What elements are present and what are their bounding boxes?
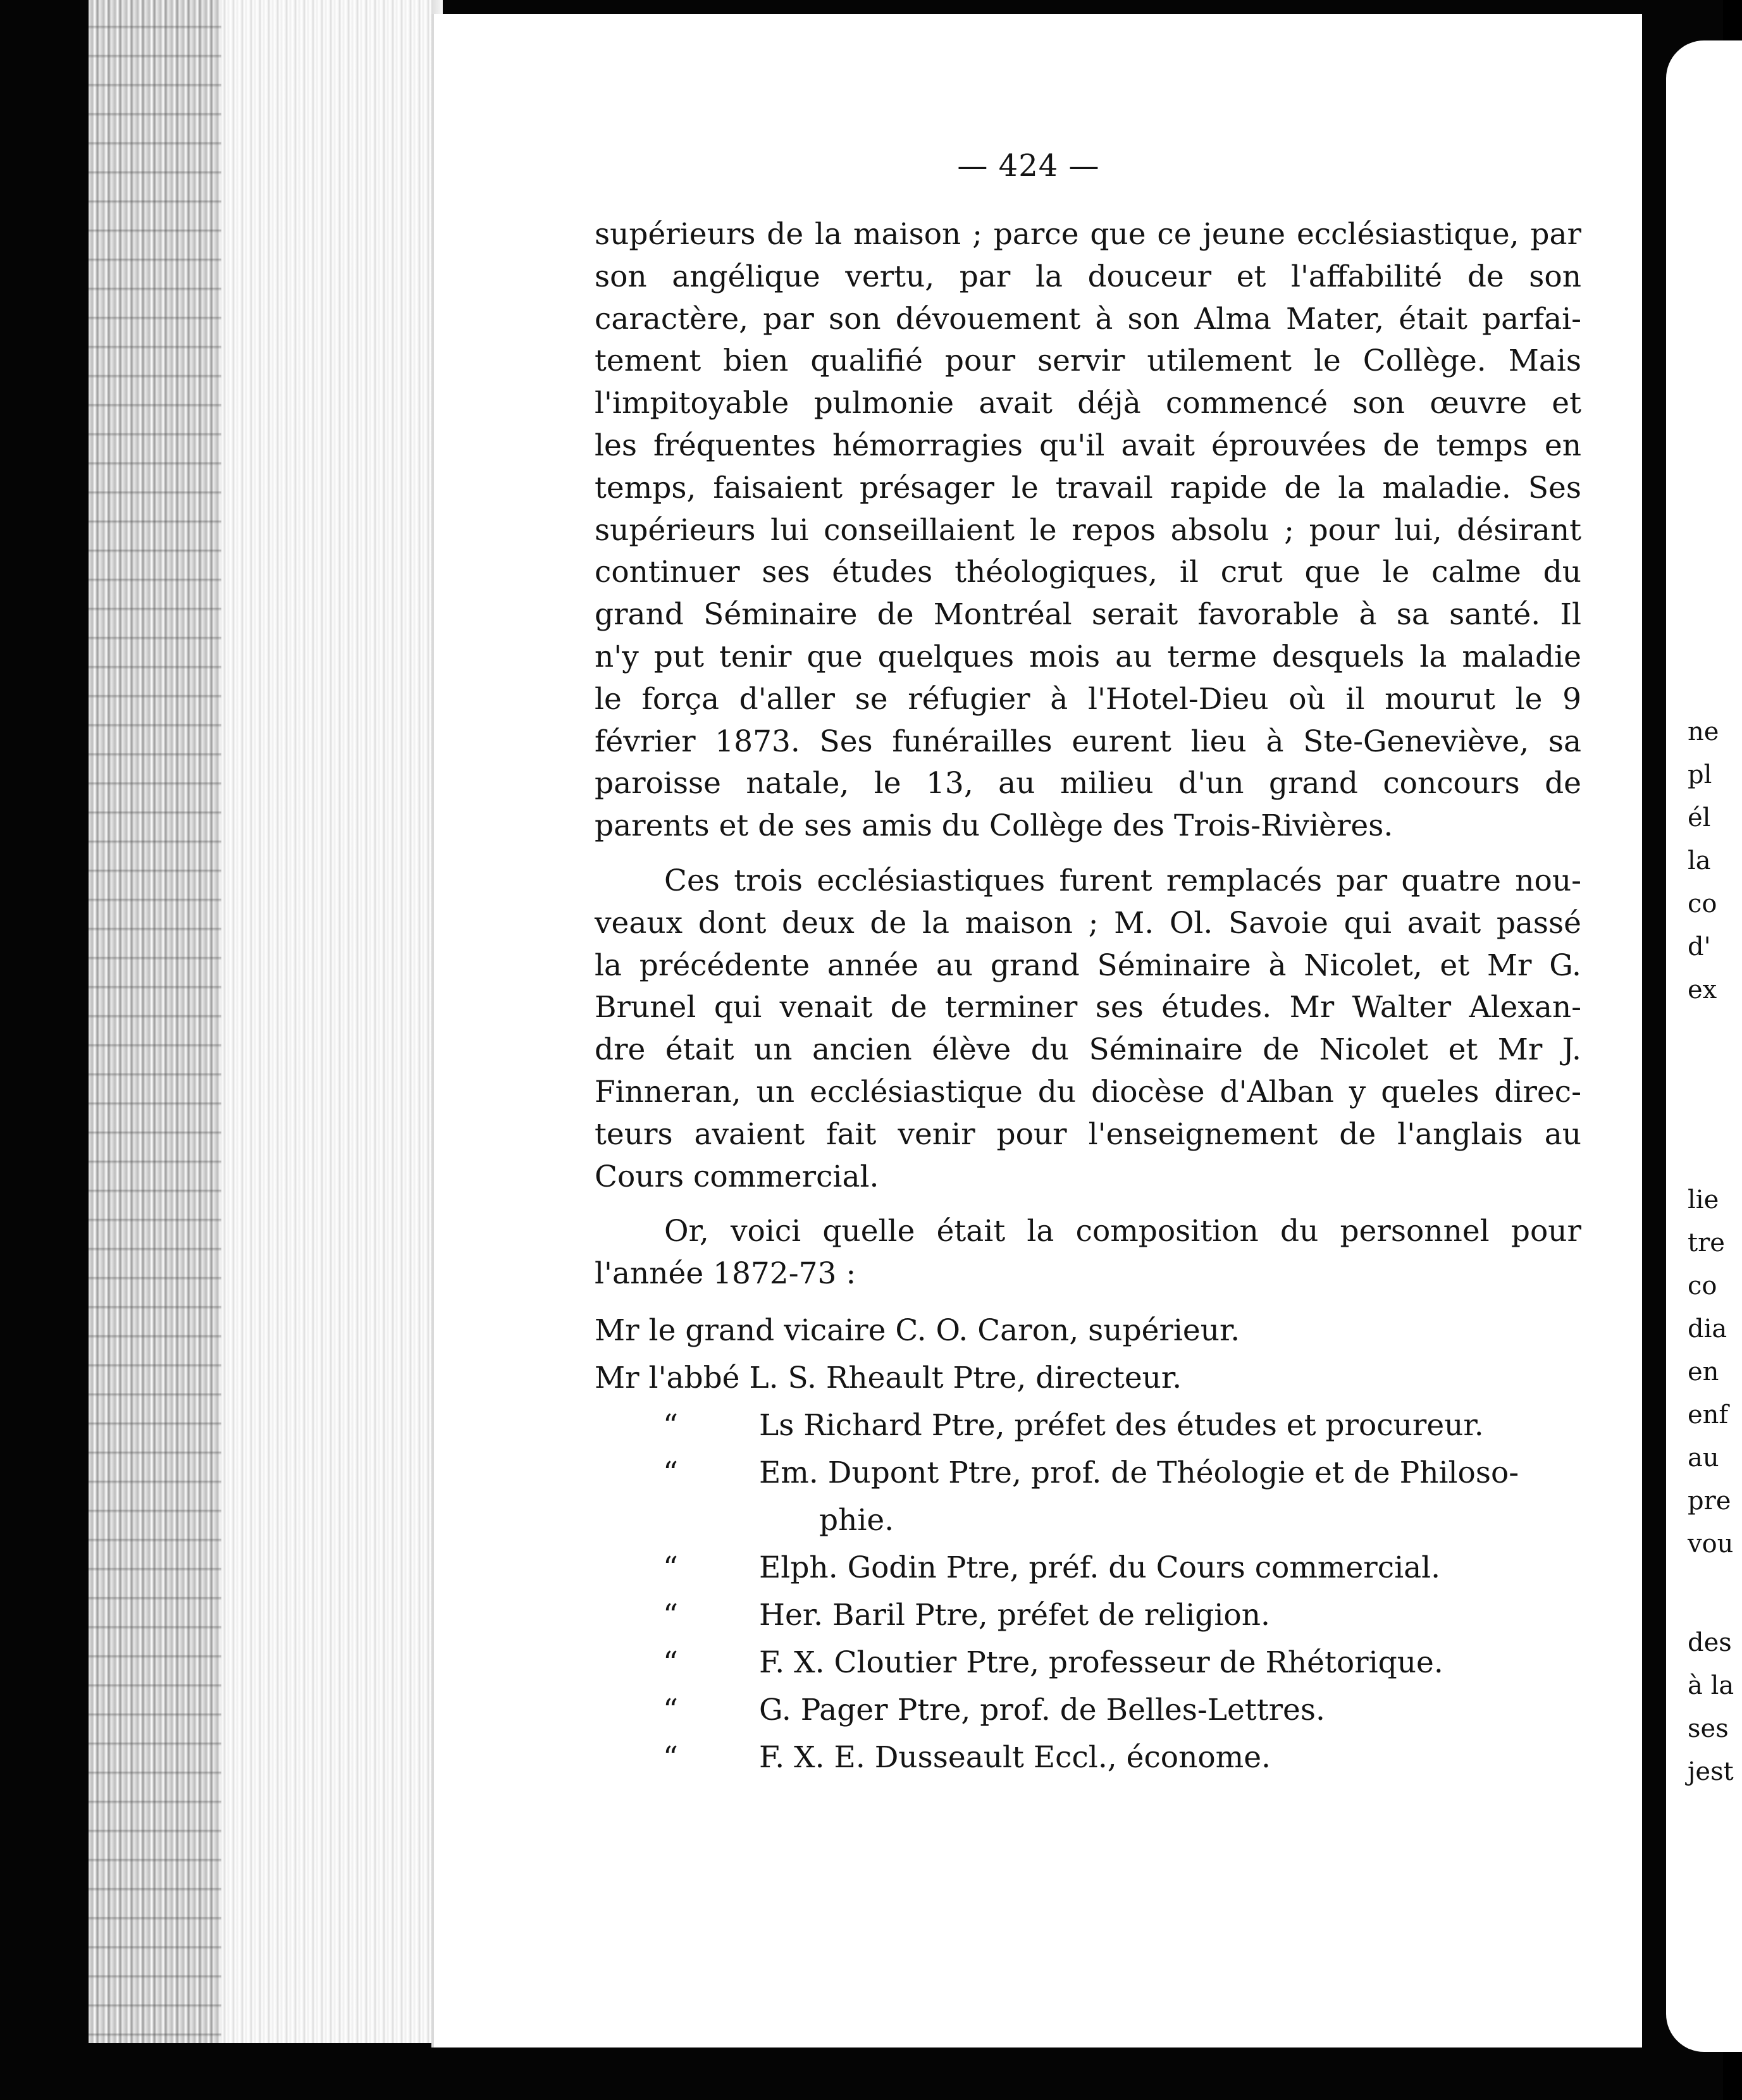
text-line: supérieurs lui conseillaient le repos absolu ; pour lui, désirant bbox=[595, 512, 1581, 548]
staff-entry-text: F. X. Cloutier Ptre, professeur de Rhétorique. bbox=[759, 1645, 1443, 1680]
text-line: Finneran, un ecclésiastique du diocèse d'Alban y queles direc- bbox=[595, 1074, 1581, 1109]
staff-head: Mr l'abbé L. S. Rheault Ptre, directeur. bbox=[595, 1360, 1182, 1395]
ditto-mark: “ bbox=[663, 1739, 679, 1775]
facing-fragment: co bbox=[1688, 1271, 1717, 1300]
paragraph bbox=[595, 1211, 1581, 1295]
text-line: l'année 1872-73 : bbox=[595, 1256, 856, 1292]
facing-fragment: co bbox=[1688, 889, 1717, 918]
text-line: la précédente année au grand Séminaire à Nicolet, et Mr G. bbox=[595, 948, 1581, 983]
ditto-mark: “ bbox=[663, 1407, 679, 1443]
text-line: l'impitoyable pulmonie avait déjà commencé son œuvre et bbox=[595, 386, 1581, 421]
text-line: son angélique vertu, par la douceur et l'affabilité de son bbox=[595, 259, 1581, 294]
facing-fragment: au bbox=[1688, 1443, 1719, 1473]
paragraph bbox=[595, 214, 1581, 848]
page-number: — 424 — bbox=[957, 148, 1100, 183]
text-line: n'y put tenir que quelques mois au terme desquels la maladie bbox=[595, 639, 1581, 674]
text-line: dre était un ancien élève du Séminaire de Nicolet et Mr J. bbox=[595, 1032, 1581, 1068]
facing-fragment: él bbox=[1688, 803, 1711, 832]
facing-fragment: jest bbox=[1688, 1757, 1734, 1786]
facing-fragment: des bbox=[1688, 1628, 1732, 1657]
staff-entry bbox=[595, 1591, 1581, 1639]
text-line: les fréquentes hémorragies qu'il avait éprouvées de temps en bbox=[595, 428, 1581, 463]
staff-entry-text: Ls Richard Ptre, préfet des études et procureur. bbox=[759, 1407, 1484, 1443]
facing-fragment: d' bbox=[1688, 932, 1711, 961]
ditto-mark: “ bbox=[663, 1597, 679, 1633]
staff-roster bbox=[595, 1307, 1581, 1781]
staff-entry bbox=[595, 1734, 1581, 1781]
facing-fragment: ses bbox=[1688, 1714, 1729, 1743]
staff-entry-text: G. Pager Ptre, prof. de Belles-Lettres. bbox=[759, 1692, 1325, 1727]
facing-fragment: la bbox=[1688, 846, 1711, 875]
facing-fragment: en bbox=[1688, 1357, 1719, 1387]
ditto-mark: “ bbox=[663, 1550, 679, 1585]
staff-entry bbox=[595, 1686, 1581, 1734]
text-line: février 1873. Ses funérailles eurent lieu à Ste-Geneviève, sa bbox=[595, 724, 1581, 759]
text-line: parents et de ses amis du Collège des Trois-Rivières. bbox=[595, 808, 1393, 844]
paragraph bbox=[595, 860, 1581, 1198]
text-line: Brunel qui venait de terminer ses études. Mr Walter Alexan- bbox=[595, 990, 1581, 1025]
staff-entry-text: Em. Dupont Ptre, prof. de Théologie et de Philoso- bbox=[759, 1455, 1519, 1490]
facing-fragment: ex bbox=[1688, 975, 1717, 1004]
staff-entry bbox=[595, 1544, 1581, 1591]
staff-entry-continuation: phie. bbox=[819, 1502, 894, 1538]
facing-fragment: lie bbox=[1688, 1185, 1719, 1214]
facing-fragment: vou bbox=[1688, 1529, 1734, 1559]
facing-fragment: pre bbox=[1688, 1486, 1731, 1516]
facing-fragment: enf bbox=[1688, 1400, 1729, 1430]
staff-entry-text: Elph. Godin Ptre, préf. du Cours commercial. bbox=[759, 1550, 1441, 1585]
text-line: teurs avaient fait venir pour l'enseignement de l'anglais au bbox=[595, 1116, 1581, 1152]
facing-fragment: ne bbox=[1688, 717, 1719, 746]
text-line: caractère, par son dévouement à son Alma Mater, était parfai- bbox=[595, 301, 1581, 337]
text-line: grand Séminaire de Montréal serait favorable à sa santé. Il bbox=[595, 597, 1581, 633]
staff-entry bbox=[595, 1402, 1581, 1449]
text-line: continuer ses études théologiques, il crut que le calme du bbox=[595, 555, 1581, 590]
ditto-mark: “ bbox=[663, 1645, 679, 1680]
text-line: Cours commercial. bbox=[595, 1159, 879, 1194]
text-line: veaux dont deux de la maison ; M. Ol. Savoie qui avait passé bbox=[595, 905, 1581, 941]
facing-fragment: tre bbox=[1688, 1228, 1725, 1257]
staff-entry bbox=[595, 1449, 1581, 1497]
text-line: supérieurs de la maison ; parce que ce jeune ecclésiastique, par bbox=[595, 217, 1581, 252]
ditto-mark: “ bbox=[663, 1692, 679, 1727]
facing-fragment: à la bbox=[1688, 1671, 1734, 1700]
facing-page bbox=[1666, 40, 1742, 2052]
staff-entry-text: Her. Baril Ptre, préfet de religion. bbox=[759, 1597, 1270, 1633]
text-line: paroisse natale, le 13, au milieu d'un grand concours de bbox=[595, 766, 1581, 801]
facing-fragment: dia bbox=[1688, 1314, 1727, 1343]
staff-entry-text: F. X. E. Dusseault Eccl., économe. bbox=[759, 1739, 1271, 1775]
ditto-mark: “ bbox=[663, 1455, 679, 1490]
staff-head: Mr le grand vicaire C. O. Caron, supérieur. bbox=[595, 1312, 1240, 1348]
page-stack-edge bbox=[89, 0, 443, 2043]
text-line: Or, voici quelle était la composition du personnel pour bbox=[664, 1214, 1581, 1249]
page-text bbox=[595, 214, 1581, 1781]
facing-fragment: pl bbox=[1688, 760, 1712, 789]
staff-entry bbox=[595, 1639, 1581, 1686]
text-line: le força d'aller se réfugier à l'Hotel-Dieu où il mourut le 9 bbox=[595, 681, 1581, 717]
text-line: temps, faisaient présager le travail rapide de la maladie. Ses bbox=[595, 470, 1581, 505]
text-line: Ces trois ecclésiastiques furent remplacés par quatre nou- bbox=[664, 863, 1581, 898]
text-line: tement bien qualifié pour servir utilement le Collège. Mais bbox=[595, 343, 1581, 379]
